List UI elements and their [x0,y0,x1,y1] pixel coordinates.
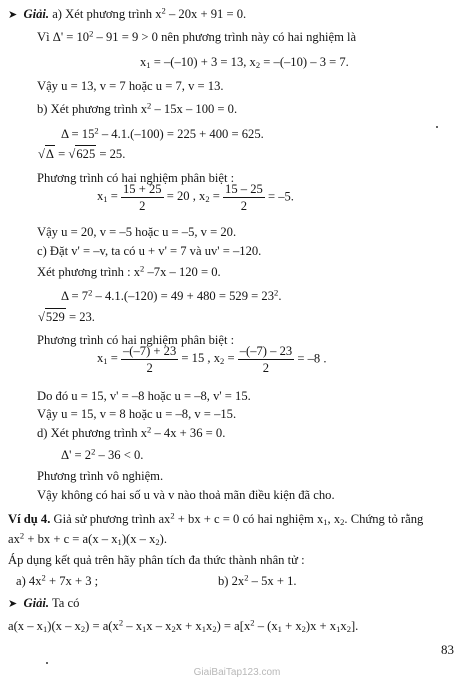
part-c-sqrt: √529 = 23. [38,310,95,324]
part-c-line-2: Vậy u = 15, v = 8 hoặc u = –8, v = –15. [37,407,237,421]
fraction: $\frac{-(-7) + 23}{2}$ [122,344,177,375]
part-d-heading: d) Xét phương trình $x^2 - 4x + 36 = 0$. [37,424,226,440]
part-d-delta: $\Delta' = 2^2 - 36 < 0$. [61,446,144,462]
solution-label: Giải. [23,596,50,610]
example-4-item-a: a) $4x^2 + 7x + 3$ ; [16,572,99,588]
print-speck [436,126,438,128]
part-b-conclusion: Vậy u = 20, v = –5 hoặc u = –5, v = 20. [37,225,237,239]
part-a-roots: $x_1 = -(-10) + 3 = 13$, $x_2 = -(-10) - 3 = 7$. [140,55,349,71]
part-c-equation: Xét phương trình : $x^2$ –7x – 120 = 0. [37,263,221,279]
page-number: 83 [441,642,454,657]
part-c-line-1: Do đó u = 15, v' = –8 hoặc u = –8, v' = 15. [37,389,251,403]
example-label: Ví dụ 4. [8,512,51,526]
example-4-line-2: $ax^2$ + bx + $c = a(x - x_1)(x - x_2)$. [8,530,168,548]
part-b-sqrt: √Δ = √625 = 25. [38,147,126,161]
solution-label: Giải. [23,7,50,21]
example-4-item-b: b) $2x^2 - 5x + 1$. [218,572,297,588]
part-b-roots-intro: Phương trình có hai nghiệm phân biệt : [37,171,235,185]
part-a-line-1: Vì $\Delta' = 10^2 - 91 = 9 > 0$ nên phương trình này có hai nghiệm là [37,28,357,44]
fraction: $\frac{15 - 25}{2}$ [225,182,263,213]
solution-2-heading [8,597,79,610]
solution-heading [8,5,247,21]
part-d-no-roots: Phương trình vô nghiệm. [37,469,164,483]
solution-2-text: Ta có [51,596,80,610]
fraction: $\frac{15 + 25}{2}$ [122,182,162,213]
fraction: $\frac{-(-7) - 23}{2}$ [239,344,293,375]
example-4-line-1: Ví dụ 4. Giả sử phương trình $ax^2$ + bx + c = 0 có hai nghiệm $x_1$, $x_2$. Chứng tỏ rằng [8,510,424,528]
part-b-roots: $x_1$ = $\frac{15 + 25}{2}$ = 20 , $x_2$ = $\frac{15 - 25}{2}$ = –5. [97,182,294,213]
watermark: GiaiBaiTap123.com [193,667,281,678]
part-c-heading: c) Đặt v' = –v, ta có u + v' = 7 và uv' = –120. [37,244,262,258]
solution-2-equation: $a(x - x_1)(x - x_2) = a(x^2 - x_1x - x_2x + x_1x_2) = a[x^2 - (x_1 + x_2)x + x_1x_2]$. [8,617,359,635]
part-c-roots: $x_1$ = $\frac{-(-7) + 23}{2}$ = 15 , $x_2$ = $\frac{-(-7) - 23}{2}$ = –8 . [97,344,327,375]
part-d-conclusion: Vậy không có hai số u và v nào thoả mãn điều kiện đã cho. [37,488,335,502]
part-a-conclusion: Vậy u = 13, v = 7 hoặc u = 7, v = 13. [37,79,224,93]
arrow-bullet-icon: ➤ [8,598,18,610]
example-4-line-3: Áp dụng kết quả trên hãy phân tích đa thức thành nhân tử : [8,553,305,567]
part-c-roots-intro: Phương trình có hai nghiệm phân biệt : [37,333,235,347]
part-b-heading: b) Xét phương trình $x^2 - 15x - 100 = 0$. [37,100,238,116]
part-b-delta: $\Delta = 15^2 - 4.1.(-100) = 225 + 400 = 625$. [61,125,264,141]
print-speck [46,662,48,664]
part-a-heading: a) Xét phương trình $x^2 - 20x + 91 = 0$. [52,5,247,21]
arrow-bullet-icon: ➤ [8,9,18,21]
part-c-delta: $\Delta = 7^2 - 4.1.(-120) = 49 + 480 = 529 = 23^2$. [61,287,282,303]
